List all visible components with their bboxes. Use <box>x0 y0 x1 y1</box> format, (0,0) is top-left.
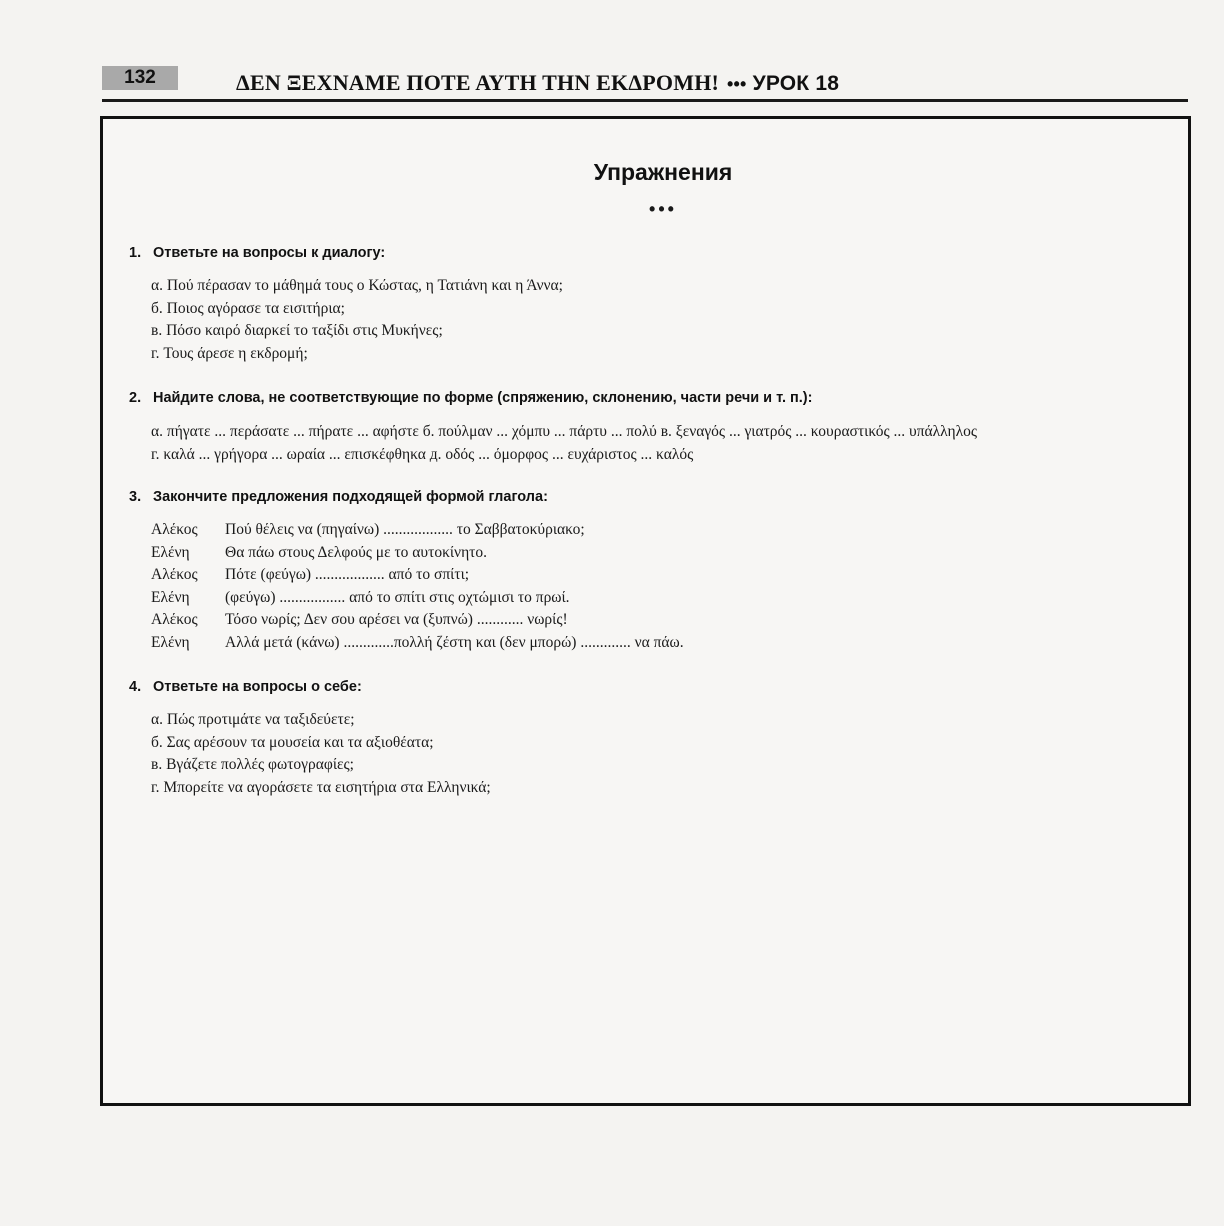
exercise-4-heading <box>129 679 362 695</box>
page-number: 132 <box>102 66 178 90</box>
dialog-speaker: Ελένη <box>151 633 190 651</box>
list-item: б. Σας αρέσουν τα μουσεία και τα αξιοθέατα; <box>151 733 434 751</box>
dialog-speaker: Αλέκος <box>151 521 198 538</box>
dialog-row <box>151 632 684 655</box>
exercise-2-number: 2. <box>129 390 142 406</box>
dialog-row <box>151 564 684 587</box>
section-title: Упражнения <box>593 159 733 185</box>
dialog-row <box>151 587 684 610</box>
exercise-1-items <box>151 275 563 365</box>
list-item: в. Πόσο καιρό διαρκεί το ταξίδι στις Μυκήνες; <box>151 322 443 339</box>
dialog-line: Θα πάω στους Δελφούς με το αυτοκίνητο. <box>225 543 488 561</box>
dialog-speaker: Ελένη <box>151 588 190 606</box>
header-divider <box>102 99 1188 102</box>
list-item: г. Τους άρεσε η εκδρομή; <box>151 344 308 362</box>
exercise-3-instruction: Закончите предложения подходящей формой глагола: <box>153 489 548 505</box>
exercise-3-dialog <box>151 519 684 654</box>
list-item: г. καλά ... γρήγορα ... ωραία ... επισκέφθηκα д. οδός ... όμορφος ... ευχάριστος ... καλός <box>151 445 694 463</box>
exercise-1-instruction: Ответьте на вопросы к диалогу: <box>153 245 386 261</box>
exercise-4-number: 4. <box>129 679 142 695</box>
title-separator: ••• <box>727 74 747 94</box>
dialog-speaker: Ελένη <box>151 543 190 561</box>
section-dots: ••• <box>649 199 677 219</box>
dialog-row <box>151 609 684 632</box>
dialog-line: Αλλά μετά (κάνω) .............πολλή ζέστη και (δεν μπορώ) ............. να πάω. <box>225 633 684 651</box>
dialog-line: Πότε (φεύγω) .................. από το σπίτι; <box>225 566 470 583</box>
dialog-line: Πού θέλεις να (πηγαίνω) .................. το Σαββατοκύριακο; <box>225 521 585 538</box>
lesson-label: УРОК 18 <box>752 72 840 95</box>
exercise-1-heading <box>129 245 385 261</box>
exercise-frame <box>100 116 1191 1106</box>
running-title-line <box>236 70 839 96</box>
exercise-2-instruction: Найдите слова, не соответствующие по форме (спряжению, склонению, части речи и т. п.): <box>153 390 813 406</box>
dialog-row <box>151 542 684 565</box>
exercise-4-instruction: Ответьте на вопросы о себе: <box>153 679 362 695</box>
list-item: г. Μπορείτε να αγοράσετε τα εισητήρια στα Ελληνικά; <box>151 778 491 796</box>
dialog-row <box>151 519 684 542</box>
exercise-4-items <box>151 709 491 799</box>
list-item: α. πήγατε ... περάσατε ... πήρατε ... αφήστε б. πούλμαν ... χόμπυ ... πάρτυ ... πολύ в. ξεναγός ... γιατρός ... κουραστικός ... υπάλληλος <box>151 423 978 440</box>
list-item: в. Βγάζετε πολλές φωτογραφίες; <box>151 756 354 773</box>
running-title: ΔΕΝ ΞΕΧΝΑΜΕ ΠΟΤΕ ΑΥΤΗ ΤΗΝ ΕΚΔΡΟΜΗ! <box>236 70 720 95</box>
dialog-speaker: Αλέκος <box>151 566 198 583</box>
dialog-line: (φεύγω) ................. από το σπίτι στις οχτώμισι το πρωί. <box>225 588 570 606</box>
dialog-line: Τόσο νωρίς; Δεν σου αρέσει να (ξυπνώ) ............ νωρίς! <box>225 611 568 628</box>
list-item: α. Πώς προτιμάτε να ταξιδεύετε; <box>151 711 355 728</box>
exercise-1-number: 1. <box>129 245 142 261</box>
exercise-3-heading <box>129 489 548 505</box>
dialog-speaker: Αλέκος <box>151 611 198 628</box>
exercise-3-number: 3. <box>129 489 142 505</box>
list-item: α. Πού πέρασαν το μάθημά τους ο Κώστας, η Τατιάνη και η Άννα; <box>151 277 563 294</box>
exercise-2-items <box>151 421 1161 466</box>
exercise-2-heading <box>129 390 812 406</box>
list-item: б. Ποιος αγόρασε τα εισιτήρια; <box>151 299 345 317</box>
